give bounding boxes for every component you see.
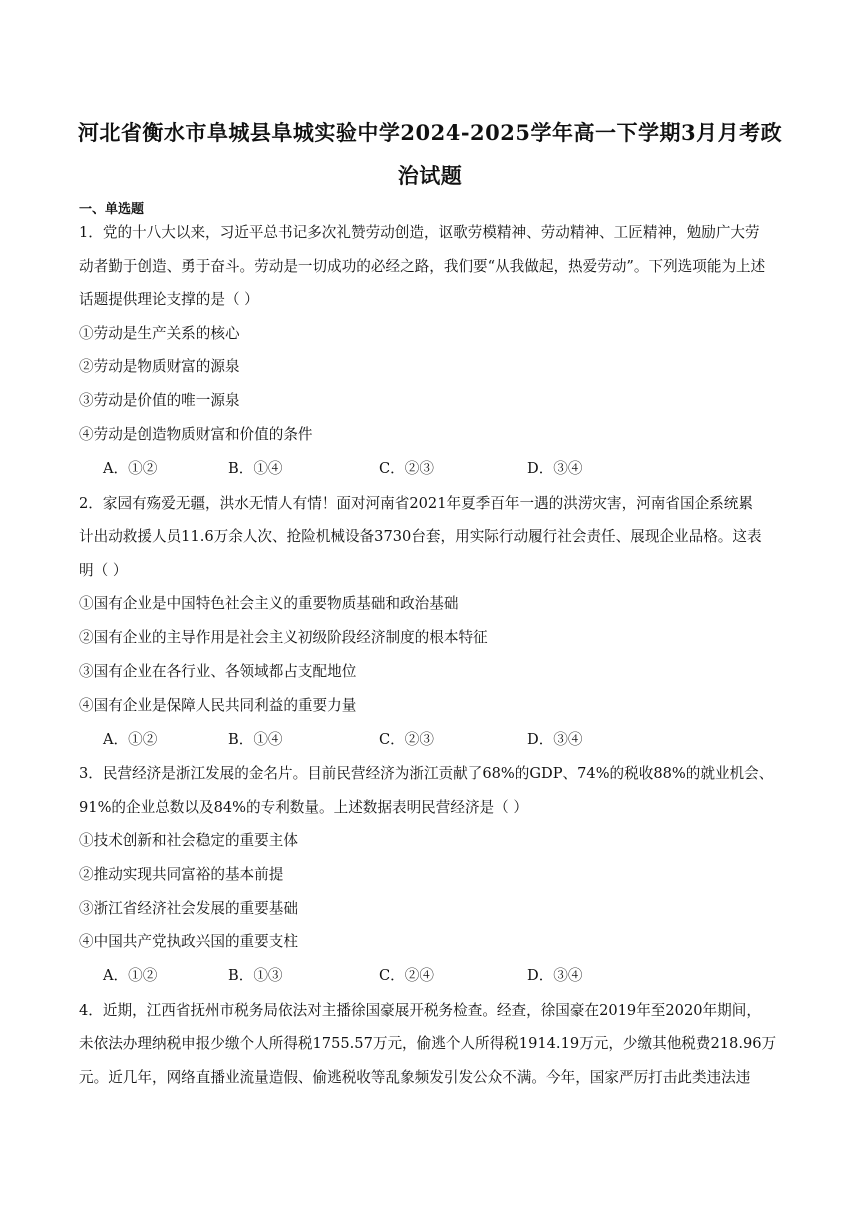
question-text-line: 2．家园有殇爱无疆，洪水无情人有情！面对河南省2021年夏季百年一遇的洪涝灾害，河南省国企系统累 [79, 495, 753, 512]
option-a: A．①② [103, 460, 158, 477]
question-text-line: 动者勤于创造、勇于奋斗。劳动是一切成功的必经之路，我们要“从我做起，热爱劳动”。下列选项能为上述 [79, 258, 766, 275]
statement: ②国有企业的主导作用是社会主义初级阶段经济制度的根本特征 [79, 629, 488, 646]
option-c: C．②③ [379, 731, 434, 748]
statement: ③浙江省经济社会发展的重要基础 [79, 900, 298, 917]
statement: ③国有企业在各行业、各领域都占支配地位 [79, 663, 357, 680]
question-text-line: 元。近几年，网络直播业流量造假、偷逃税收等乱象频发引发公众不满。今年，国家严厉打击此类违法违 [79, 1069, 751, 1086]
statement: ①劳动是生产关系的核心 [79, 325, 240, 342]
option-b: B．①④ [228, 731, 283, 748]
question-text-line: 话题提供理论支撑的是（ ） [79, 291, 259, 308]
option-d: D．③④ [527, 731, 583, 748]
question-text-line: 91%的企业总数以及84%的专利数量。上述数据表明民营经济是（ ） [79, 799, 528, 816]
question-text-line: 3．民营经济是浙江发展的金名片。目前民营经济为浙江贡献了68%的GDP、74%的税收88%的就业机会、 [79, 765, 774, 782]
option-a: A．①② [103, 731, 158, 748]
statement: ②推动实现共同富裕的基本前提 [79, 866, 284, 883]
statement: ③劳动是价值的唯一源泉 [79, 392, 240, 409]
option-b: B．①④ [228, 460, 283, 477]
option-b: B．①③ [228, 967, 283, 984]
statement: ①国有企业是中国特色社会主义的重要物质基础和政治基础 [79, 595, 459, 612]
exam-title-line-2: 治试题 [397, 163, 463, 188]
question-text-line: 未依法办理纳税申报少缴个人所得税1755.57万元，偷逃个人所得税1914.19万元，少缴其他税费218.96万 [79, 1035, 777, 1052]
question-text-line: 1．党的十八大以来，习近平总书记多次礼赞劳动创造，讴歌劳模精神、劳动精神、工匠精神，勉励广大劳 [79, 224, 760, 241]
option-c: C．②③ [379, 460, 434, 477]
statement: ④劳动是创造物质财富和价值的条件 [79, 426, 313, 443]
statement: ④中国共产党执政兴国的重要支柱 [79, 933, 298, 950]
question-text-line: 4．近期，江西省抚州市税务局依法对主播徐国豪展开税务检查。经查，徐国豪在2019年至2020年期间， [79, 1002, 761, 1019]
exam-title-line-1: 河北省衡水市阜城县阜城实验中学2024-2025学年高一下学期3月月考政 [77, 120, 783, 145]
statement: ①技术创新和社会稳定的重要主体 [79, 832, 298, 849]
question-text-line: 明（ ） [79, 562, 128, 579]
option-c: C．②④ [379, 967, 434, 984]
option-d: D．③④ [527, 460, 583, 477]
statement: ④国有企业是保障人民共同利益的重要力量 [79, 697, 357, 714]
option-d: D．③④ [527, 967, 583, 984]
statement: ②劳动是物质财富的源泉 [79, 358, 240, 375]
section-heading: 一、单选题 [79, 202, 145, 217]
option-a: A．①② [103, 967, 158, 984]
question-text-line: 计出动救援人员11.6万余人次、抢险机械设备3730台套，用实际行动履行社会责任、展现企业品格。这表 [79, 528, 762, 545]
